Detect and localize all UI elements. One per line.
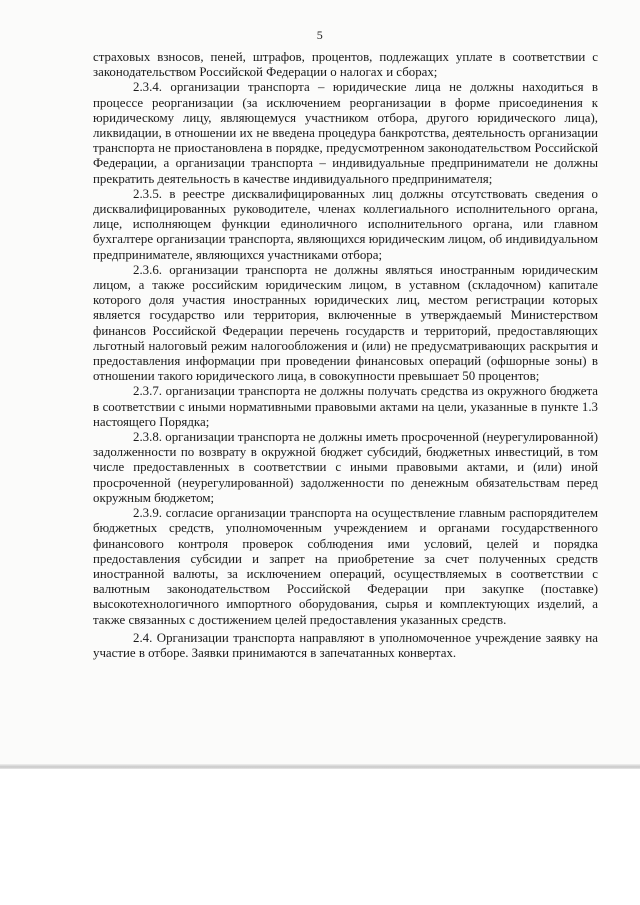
page-number: 5 <box>316 28 324 42</box>
scan-page-edge <box>0 764 640 769</box>
paragraph-2-3-6: 2.3.6. организации транспорта не должны являться иностранным юридическим лицом, а также российским юридическим лицом, в уставном (складочном) капитале которого доля участия иностранных юридических лиц, местом регистрации которых является государство или территория, включенные в утверждаемый Министерством финансов Российской Федерации перечень государств и территорий, предоставляющих льготный налоговый режим налогообложения и (или) не предусматривающих раскрытия и предоставления информации при проведении финансовых операций (офшорные зоны) в отношении такого юридического лица, в совокупности превышает 50 процентов; <box>93 262 598 384</box>
paragraph-taxes-continuation: страховых взносов, пеней, штрафов, процентов, подлежащих уплате в соответствии с законодательством Российской Федерации о налогах и сборах; <box>93 50 598 80</box>
paragraph-2-3-8: 2.3.8. организации транспорта не должны иметь просроченной (неурегулированной) задолженности по возврату в окружной бюджет субсидий, бюджетных инвестиций, в том числе предоставленных в соответствии с иными правовыми актами, и (или) иной просроченной (неурегулированной) задолженности по денежным обязательствам перед окружным бюджетом; <box>93 430 598 505</box>
paragraph-2-3-7: 2.3.7. организации транспорта не должны получать средства из окружного бюджета в соответствии с иными нормативными правовыми актами на цели, указанные в пункте 1.3 настоящего Порядка; <box>93 384 598 429</box>
paragraph-2-3-4: 2.3.4. организации транспорта – юридические лица не должны находиться в процессе реорганизации (за исключением реорганизации в форме присоединения к юридическому лицу, являющемуся участником отбора, другого юридического лица), ликвидации, в отношении их не введена процедура банкротства, деятельность организации транспорта не приостановлена в порядке, предусмотренном законодательством Российской Федерации, а организации транспорта – индивидуальные предприниматели не должны прекратить деятельность в качестве индивидуального предпринимателя; <box>93 80 598 186</box>
paragraph-2-3-5: 2.3.5. в реестре дисквалифицированных лиц должны отсутствовать сведения о дисквалифицированных руководителе, членах коллегиального исполнительного органа, лице, исполняющем функции единоличного исполнительного органа, или главном бухгалтере организации транспорта, являющихся юридическим лицом, об индивидуальном предпринимателе, являющихся участниками отбора; <box>93 186 598 262</box>
document-body <box>93 50 598 661</box>
paragraph-2-4: 2.4. Организации транспорта направляют в уполномоченное учреждение заявку на участие в отборе. Заявки принимаются в запечатанных конвертах. <box>93 630 598 660</box>
paragraph-2-3-9: 2.3.9. согласие организации транспорта на осуществление главным распорядителем бюджетных средств, уполномоченным учреждением и органами государственного финансового контроля проверок соблюдения ими условий, целей и порядка предоставления субсидии и запрет на приобретение за счет полученных средств иностранной валюты, за исключением операций, осуществляемых в соответствии с валютным законодательством Российской Федерации при закупке (поставке) высокотехнологичного импортного оборудования, сырья и комплектующих изделий, а также связанных с достижением целей предоставления указанных средств. <box>93 506 598 627</box>
